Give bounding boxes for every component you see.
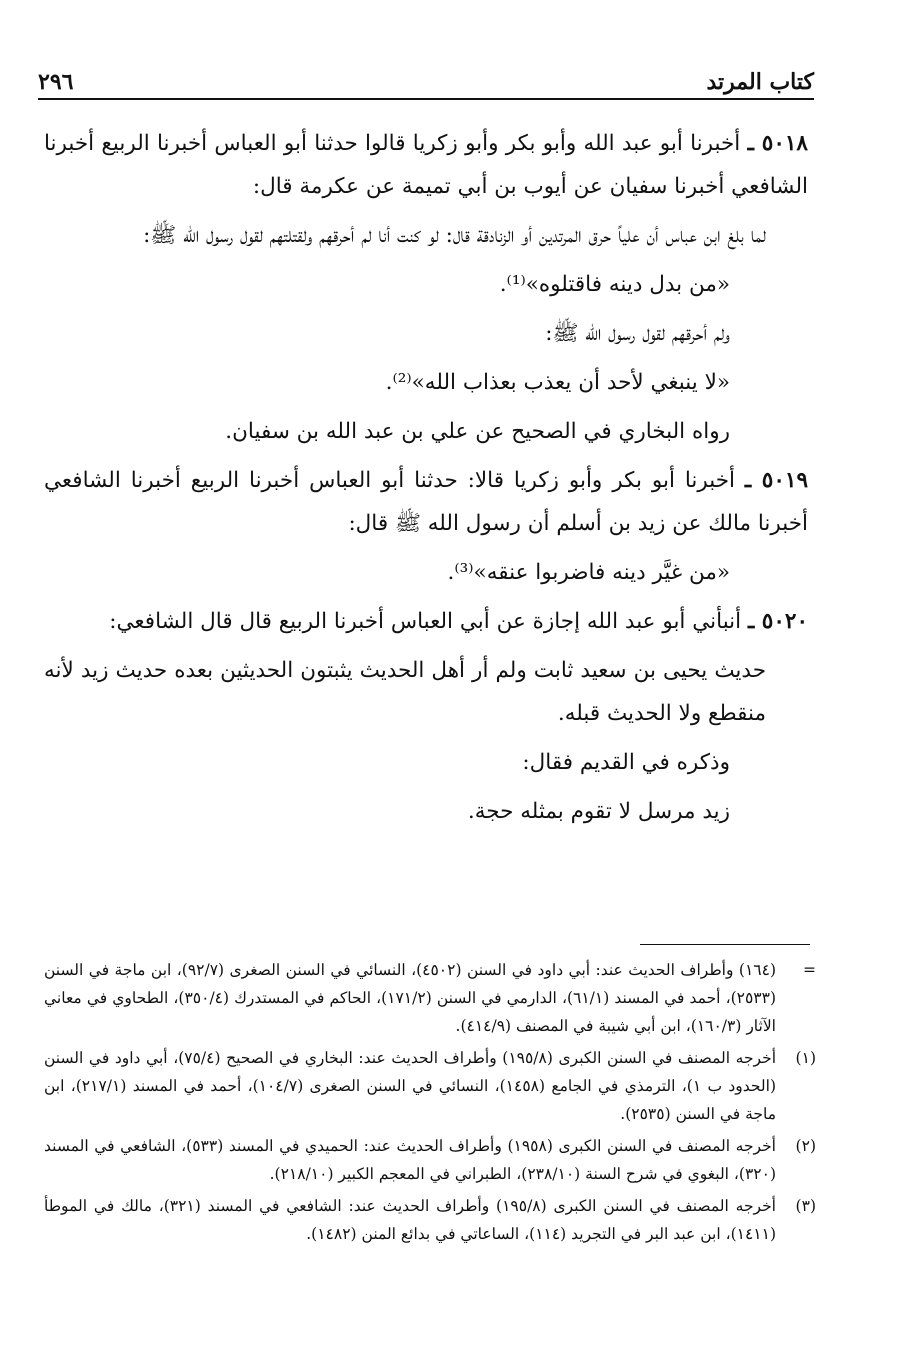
- footnote-mark: (٣): [795, 1197, 816, 1215]
- commentary-line: زيد مرسل لا تقوم بمثله حجة.: [467, 799, 730, 824]
- hadith-text: أخبرنا أبو بكر وأبو زكريا قالا: حدثنا أبو العباس أخبرنا الربيع أخبرنا الشافعي أخبرنا مالك عن زيد بن أسلم أن رسول الله ﷺ قال:: [44, 468, 808, 536]
- hadith-number: ٥٠٢٠ ـ: [748, 609, 808, 634]
- footnote: [44, 1192, 816, 1248]
- main-text: [44, 122, 808, 839]
- footnote-text: أخرجه المصنف في السنن الكبرى (١٩٥٨) وأطراف الحديث عند: الحميدي في المسند (٥٣٣)، الشافعي في المسند (٣٢٠)، البغوي في شرح السنة (٢٣٨/١٠)، الطبراني في المعجم الكبير (٢١٨/١٠).: [44, 1137, 776, 1183]
- footnote: [44, 1132, 816, 1188]
- footnote-mark: (٢): [795, 1137, 816, 1155]
- hadith-number: ٥٠١٨ ـ: [747, 131, 808, 156]
- hadith-text: أنبأني أبو عبد الله إجازة عن أبي العباس أخبرنا الربيع قال قال الشافعي:: [109, 609, 742, 634]
- attribution-line: رواه البخاري في الصحيح عن علي بن عبد الله بن سفيان.: [225, 419, 730, 444]
- hadith-text: أخبرنا أبو عبد الله وأبو بكر وأبو زكريا قالوا حدثنا أبو العباس أخبرنا الربيع أخبرنا الشافعي أخبرنا سفيان عن أيوب بن أبي تميمة عن عكرمة قال:: [44, 131, 808, 199]
- footnote-mark: =: [803, 961, 816, 979]
- running-header: [38, 55, 814, 95]
- footnote: [44, 956, 816, 1040]
- footnote-text: أخرجه المصنف في السنن الكبرى (١٩٥/٨) وأطراف الحديث عند: البخاري في الصحيح (٧٥/٤)، أبي داود في السنن (الحدود ب ١)، الترمذي في الجامع (١٤٥٨)، النسائي في السنن الصغرى (١٠٤/٧)، أحمد في المسند (٢١٧/١)، ابن ماجة في السنن (٢٥٣٥).: [44, 1049, 776, 1123]
- footnotes: [44, 956, 816, 1252]
- prophetic-quote: «لا ينبغي لأحد أن يعذب بعذاب الله»⁽²⁾.: [385, 370, 730, 395]
- footnote: [44, 1044, 816, 1128]
- header-rule: [38, 98, 814, 100]
- footnote-separator: [640, 944, 810, 945]
- footnote-mark: (١): [795, 1049, 816, 1067]
- hadith-5019: [44, 459, 808, 545]
- hadith-5020: [44, 600, 808, 643]
- footnote-text: (١٦٤) وأطراف الحديث عند: أبي داود في السنن (٤٥٠٢)، النسائي في السنن الصغرى (٩٢/٧)، ابن ماجة في السنن (٢٥٣٣)، أحمد في المسند (٦١/١)، الدارمي في السنن (١٧١/٢)، الحاكم في المستدرك (٣٥٠/٤)، الطحاوي في معاني الآثار (١٦٠/٣)، ابن أبي شيبة في المصنف (٤١٤/٩).: [44, 961, 776, 1035]
- commentary-line: وذكره في القديم فقال:: [522, 750, 730, 775]
- narration-paragraph: لما بلغ ابن عباس أن علياً حرق المرتدين أو الزنادقة قال: لو كنت أنا لم أحرقهم ولقتلتهم لقول رسول الله ﷺ:: [143, 223, 766, 248]
- hadith-5018: [44, 122, 808, 208]
- commentary-paragraph: حديث يحيى بن سعيد ثابت ولم أر أهل الحديث يثبتون الحديثين بعده حديث زيد لأنه منقطع ولا الحديث قبله.: [44, 658, 766, 726]
- prophetic-quote: «من غيَّر دينه فاضربوا عنقه»⁽³⁾.: [447, 560, 730, 585]
- prophetic-quote: «من بدل دينه فاقتلوه»⁽¹⁾.: [499, 272, 730, 297]
- book-title: كتاب المرتد: [706, 69, 814, 95]
- narration-line: ولم أحرقهم لقول رسول الله ﷺ:: [545, 321, 730, 346]
- page-number: ٢٩٦: [38, 69, 74, 95]
- hadith-number: ٥٠١٩ ـ: [744, 468, 808, 493]
- footnote-text: أخرجه المصنف في السنن الكبرى (١٩٥/٨) وأطراف الحديث عند: الشافعي في المسند (٣٢١)، مالك في الموطأ (١٤١١)، ابن عبد البر في التجريد (١١٤)، الساعاتي في بدائع المنن (١٤٨٢).: [44, 1197, 776, 1243]
